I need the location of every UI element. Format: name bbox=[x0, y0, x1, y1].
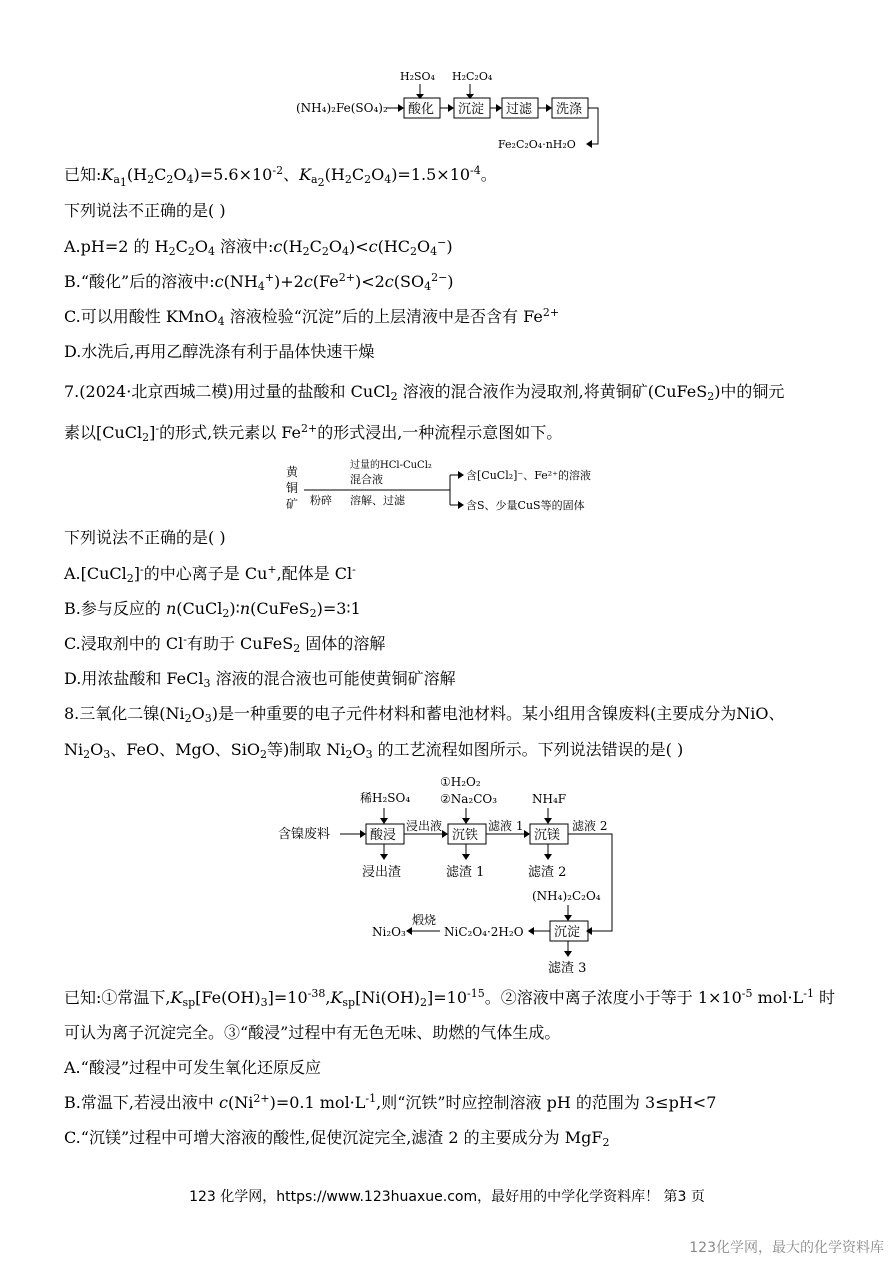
q7-stem-line1: 7.(2024·北京西城二模)用过量的盐酸和 CuCl$_2$ 溶液的混合液作为浸取剂,将黄铜矿(CuFeS$_2$)中的铜元 bbox=[64, 382, 785, 403]
q8-residue-1: 滤渣 1 bbox=[446, 865, 485, 880]
q7-out-solution: 含[CuCl₂]⁻、Fe²⁺的溶液 bbox=[466, 469, 591, 482]
q8-nh4f: NH₄F bbox=[532, 792, 567, 806]
q8-stem-line1: 8.三氧化二镍$(Ni_2O_3)$是一种重要的电子元件材料和蓄电池材料。某小组用含镍废料(主要成分为NiO、 bbox=[64, 704, 785, 725]
flow1-reagent1: H₂SO₄ bbox=[400, 70, 435, 83]
q8-stem-line2: $Ni_2O_3$、FeO、MgO、SiO$_2$等)制取 $Ni_2O_3$ 的工艺流程如图所示。下列说法错误的是( ) bbox=[64, 740, 684, 761]
q8-residue-3: 滤渣 3 bbox=[548, 961, 587, 976]
q7-ore-1: 黄 bbox=[286, 465, 299, 479]
q8-residue-2: 滤渣 2 bbox=[528, 865, 567, 880]
q7-option-d: D.用浓盐酸和 FeCl$_3$ 溶液的混合液也可能使黄铜矿溶解 bbox=[64, 669, 456, 690]
q8-acid: 稀H₂SO₄ bbox=[360, 791, 411, 805]
q8-option-a: A.“酸浸”过程中可发生氧化还原反应 bbox=[64, 1058, 322, 1077]
q6-option-a: A.pH=2 的 $H_2C_2O_4$ 溶液中$:c(H_2C_2O_4)<c(HC_2O_4^-)$ bbox=[64, 236, 453, 258]
q8-reagent-fe-2: ②Na₂CO₃ bbox=[440, 792, 498, 806]
flow1-step-wash: 洗涤 bbox=[556, 102, 583, 117]
q8-product: Ni₂O₃ bbox=[372, 925, 406, 939]
q7-option-c: C.浸取剂中的 Cl-有助于 CuFeS$_2$ 固体的溶解 bbox=[64, 633, 386, 655]
flow1-step-precipitate: 沉淀 bbox=[458, 102, 485, 117]
page-footer: 123 化学网，https://www.123huaxue.com，最好用的中学化学资料库！ 第3 页 bbox=[189, 1189, 705, 1205]
q7-stem-line2: 素以[CuCl$_2$]-的形式,铁元素以 $Fe^{2+}$的形式浸出,一种流程示意图如下。 bbox=[64, 422, 563, 444]
q7-ore-3: 矿 bbox=[286, 497, 299, 511]
q8-option-c: C.“沉镁”过程中可增大溶液的酸性,促使沉淀完全,滤渣 2 的主要成分为 MgF$_2$ bbox=[64, 1128, 610, 1149]
q7-out-solid: 含S、少量CuS等的固体 bbox=[466, 499, 585, 512]
q8-filtrate-2: 滤液 2 bbox=[572, 819, 608, 833]
q7-ask: 下列说法不正确的是( ) bbox=[64, 528, 226, 547]
q7-reagent-2: 混合液 bbox=[350, 473, 383, 486]
q7-crush: 粉碎 bbox=[310, 494, 332, 507]
q8-feed: 含镍废料 bbox=[278, 827, 331, 842]
q6-option-b: B.“酸化”后的溶液中$:c(NH_4^+)+2c(Fe^{2+})<2c(SO_4^{2-})$ bbox=[64, 271, 454, 293]
q7-reagent-1: 过量的HCl-CuCl₂ bbox=[350, 460, 432, 471]
q8-reagent-fe-1: ①H₂O₂ bbox=[440, 775, 481, 789]
q7-ore-2: 铜 bbox=[286, 481, 299, 495]
q8-leach-step: 酸浸 bbox=[370, 828, 397, 843]
q6-known: 已知$:K_{a_1}(H_2C_2O_4)=5.6\times 10^{-2}$、$K_{a_2}(H_2C_2O_4)=1.5\times 10^{-4}$。 bbox=[64, 164, 497, 189]
flow1-start: (NH₄)₂Fe(SO₄)₂ bbox=[296, 101, 388, 115]
flow1-product: Fe₂C₂O₄·nH₂O bbox=[498, 138, 576, 151]
q8-leachate: 浸出液 bbox=[406, 819, 443, 833]
q8-leach-residue: 浸出渣 bbox=[362, 865, 402, 880]
q8-nickel-oxalate: NiC₂O₄·2H₂O bbox=[444, 925, 524, 939]
flow1-step-acidify: 酸化 bbox=[408, 102, 435, 117]
q6-option-d: D.水洗后,再用乙醇洗涤有利于晶体快速干燥 bbox=[64, 342, 375, 361]
q7-option-b: B.参与反应的 n(CuCl$_2$)∶n(CuFeS$_2$)=3∶1 bbox=[64, 599, 361, 620]
q7-option-a: A.[CuCl$_2$]-的中心离子是 Cu+,配体是 Cl- bbox=[64, 563, 356, 585]
q8-known-line2: 可认为离子沉淀完全。③“酸浸”过程中有无色无味、助燃的气体生成。 bbox=[64, 1023, 561, 1042]
q8-known-line1: 已知:①常温下$,K_{sp}[Fe(OH)_3]=10^{-38},K_{sp}[Ni(OH)_2]=10^{-15}$。②溶液中离子浓度小于等于 $1\times 10^{-5}$ $mol\cdot L^{-1}$ 时 bbox=[64, 987, 836, 1009]
q8-filtrate-1: 滤液 1 bbox=[488, 819, 524, 833]
q8-oxalate: (NH₄)₂C₂O₄ bbox=[532, 889, 601, 903]
flow1-step-filter: 过滤 bbox=[506, 102, 533, 117]
watermark: 123化学网，最大的化学资料库 bbox=[689, 1240, 884, 1256]
q8-mg-step: 沉镁 bbox=[534, 828, 561, 843]
q7-op: 溶解、过滤 bbox=[350, 494, 405, 507]
q8-calcine: 煅烧 bbox=[412, 913, 437, 927]
flow1-reagent2: H₂C₂O₄ bbox=[452, 70, 493, 83]
q8-fe-step: 沉铁 bbox=[452, 828, 479, 843]
q8-option-b: B.常温下,若浸出液中 $c(Ni^{2+})=0.1$ $mol\cdot L^{-1}$,则“沉铁”时应控制溶液 pH 的范围为 3≤pH<7 bbox=[64, 1092, 717, 1112]
q6-option-c: C.可以用酸性 KMnO$_4$ 溶液检验“沉淀”后的上层清液中是否含有 $Fe^{2+}$ bbox=[64, 306, 560, 328]
q6-ask: 下列说法不正确的是( ) bbox=[64, 201, 226, 220]
q8-ppt-step: 沉淀 bbox=[554, 925, 581, 940]
